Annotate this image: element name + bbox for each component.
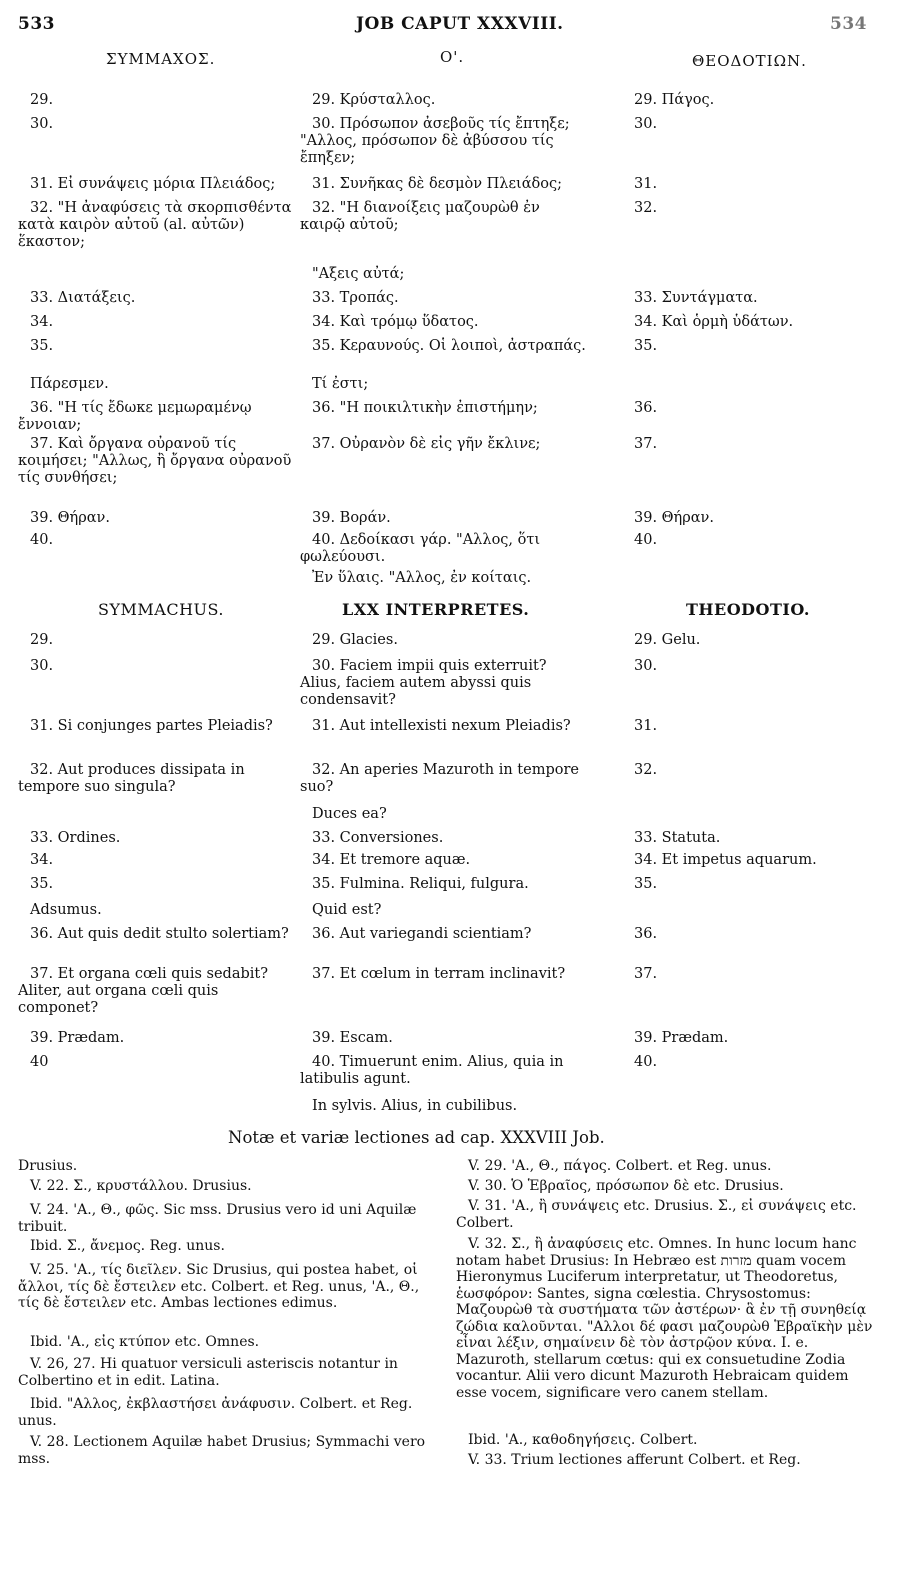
note-right-5: Ibid. 'Α., καθοδηγήσεις. Colbert. <box>468 1432 698 1448</box>
note-left-2: V. 22. Σ., κρυστάλλου. Drusius. <box>30 1178 252 1194</box>
greek-row-3-c1: 31. Εἰ συνάψεις μόρια Πλειάδος; <box>30 176 276 192</box>
latin-row-8-c1: 35. <box>30 876 54 892</box>
greek-row-4-c1: 32. "Η ἀναφύσεις τὰ σκορπισθέντα κατὰ καιρὸν αὐτοῦ (al. αὐτῶν) ἕκαστον; <box>18 200 292 250</box>
greek-row-9-c2: Τί ἐστι; <box>312 376 369 392</box>
page-title: JOB CAPUT XXXVIII. <box>356 14 564 34</box>
greek-row-11-c3: 37. <box>634 436 658 452</box>
latin-row-7-c3: 34. Et impetus aquarum. <box>634 852 817 868</box>
latin-row-11-c2: 37. Et cœlum in terram inclinavit? <box>312 966 566 982</box>
greek-row-6-c2: 33. Τροπάς. <box>312 290 399 306</box>
greek-row-13-c2: 40. Δεδοίκασι γάρ. "Αλλος, ὅτι φωλεύουσι. <box>300 532 541 565</box>
latin-row-13-c3: 40. <box>634 1054 658 1070</box>
page-number-left: 533 <box>18 14 55 34</box>
latin-row-7-c2: 34. Et tremore aquæ. <box>312 852 471 868</box>
note-right-1: V. 29. 'Α., Θ., πάγος. Colbert. et Reg. unus. <box>468 1158 772 1174</box>
greek-row-3-c2: 31. Συνῆκας δὲ δεσμὸν Πλειάδος; <box>312 176 562 192</box>
page-number-right: 534 <box>830 14 867 34</box>
latin-row-4-c1: 32. Aut produces dissipata in tempore suo singula? <box>18 762 245 795</box>
latin-row-10-c3: 36. <box>634 926 658 942</box>
latin-row-12-c2: 39. Escam. <box>312 1030 393 1046</box>
col-header-symmachus-latin: SYMMACHUS. <box>98 600 224 619</box>
latin-row-11-c1: 37. Et organa cœli quis sedabit? Aliter, aut organa cœli quis componet? <box>18 966 268 1016</box>
latin-row-8-c3: 35. <box>634 876 658 892</box>
note-right-2: V. 30. Ὁ Ἑβραῖος, πρόσωπον δὲ etc. Drusius. <box>468 1178 784 1194</box>
latin-row-6-c1: 33. Ordines. <box>30 830 121 846</box>
note-right-3: V. 31. 'Α., ἢ συνάψεις etc. Drusius. Σ., εἰ συνάψεις etc. Colbert. <box>456 1198 857 1231</box>
note-left-9: V. 28. Lectionem Aquilæ habet Drusius; Symmachi vero mss. <box>18 1434 426 1467</box>
latin-row-5-c2: Duces ea? <box>312 806 387 822</box>
latin-row-13-c2: 40. Timuerunt enim. Alius, quia in latibulis agunt. <box>300 1054 564 1087</box>
latin-row-3-c3: 31. <box>634 718 658 734</box>
greek-row-6-c1: 33. Διατάξεις. <box>30 290 136 306</box>
greek-row-7-c2: 34. Καὶ τρόμῳ ὕδατος. <box>312 314 479 330</box>
greek-row-10-c2: 36. "Η ποικιλτικὴν ἐπιστήμην; <box>312 400 538 416</box>
col-header-lxx-greek: Ο'. <box>440 48 465 66</box>
latin-row-4-c2: 32. An aperies Mazuroth in tempore suo? <box>300 762 579 795</box>
greek-row-7-c1: 34. <box>30 314 54 330</box>
note-left-6: Ibid. 'Α., εἰς κτύπον etc. Omnes. <box>30 1334 260 1350</box>
greek-row-12-c2: 39. Βοράν. <box>312 510 391 526</box>
latin-row-12-c3: 39. Prædam. <box>634 1030 729 1046</box>
latin-row-9-c1: Adsumus. <box>30 902 102 918</box>
latin-row-10-c2: 36. Aut variegandi scientiam? <box>312 926 532 942</box>
latin-row-11-c3: 37. <box>634 966 658 982</box>
greek-row-1-c1: 29. <box>30 92 54 108</box>
greek-row-10-c3: 36. <box>634 400 658 416</box>
greek-row-14-c2: Ἐν ὕλαις. "Αλλος, ἐν κοίταις. <box>312 570 532 586</box>
latin-row-14-c2: In sylvis. Alius, in cubilibus. <box>312 1098 518 1114</box>
greek-row-5-c2: "Αξεις αὐτά; <box>312 266 405 282</box>
latin-row-8-c2: 35. Fulmina. Reliqui, fulgura. <box>312 876 529 892</box>
latin-row-1-c3: 29. Gelu. <box>634 632 701 648</box>
col-header-theodotion-greek: ΘΕΟΔΟΤΙΩΝ. <box>692 52 807 70</box>
notes-title: Notæ et variæ lectiones ad cap. XXXVIII Job. <box>228 1128 605 1147</box>
greek-row-9-c1: Πάρεσμεν. <box>30 376 109 392</box>
greek-row-8-c2: 35. Κεραυνούς. Οἱ λοιποὶ, ἀστραπάς. <box>312 338 586 354</box>
greek-row-2-c2: 30. Πρόσωπον ἀσεβοῦς τίς ἔπτηξε; "Αλλος, πρόσωπον δὲ ἀβύσσου τίς ἔπηξεν; <box>300 116 570 166</box>
latin-row-3-c2: 31. Aut intellexisti nexum Pleiadis? <box>312 718 571 734</box>
greek-row-12-c1: 39. Θήραν. <box>30 510 110 526</box>
greek-row-6-c3: 33. Συντάγματα. <box>634 290 758 306</box>
latin-row-12-c1: 39. Prædam. <box>30 1030 125 1046</box>
greek-row-11-c2: 37. Οὐρανὸν δὲ εἰς γῆν ἔκλινε; <box>312 436 541 452</box>
latin-row-1-c1: 29. <box>30 632 54 648</box>
latin-row-2-c2: 30. Faciem impii quis exterruit? Alius, faciem autem abyssi quis condensavit? <box>300 658 547 708</box>
greek-row-4-c2: 32. "Η διανοίξεις μαζουρὼθ ἐν καιρῷ αὐτοῦ; <box>300 200 540 233</box>
greek-row-12-c3: 39. Θήραν. <box>634 510 714 526</box>
greek-row-13-c3: 40. <box>634 532 658 548</box>
latin-row-6-c2: 33. Conversiones. <box>312 830 444 846</box>
col-header-lxx-latin: LXX INTERPRETES. <box>342 600 530 619</box>
latin-row-2-c1: 30. <box>30 658 54 674</box>
latin-row-7-c1: 34. <box>30 852 54 868</box>
greek-row-8-c3: 35. <box>634 338 658 354</box>
greek-row-4-c3: 32. <box>634 200 658 216</box>
greek-row-10-c1: 36. "Η τίς ἔδωκε μεμωραμένῳ ἔννοιαν; <box>18 400 252 433</box>
greek-row-1-c2: 29. Κρύσταλλος. <box>312 92 436 108</box>
note-left-8: Ibid. "Αλλος, ἐκβλαστήσει ἀνάφυσιν. Colbert. et Reg. unus. <box>18 1396 413 1429</box>
latin-row-10-c1: 36. Aut quis dedit stulto solertiam? <box>30 926 289 942</box>
greek-row-3-c3: 31. <box>634 176 658 192</box>
note-left-4: Ibid. Σ., ἄνεμος. Reg. unus. <box>30 1238 225 1254</box>
note-left-5: V. 25. 'Α., τίς διεῖλεν. Sic Drusius, qui postea habet, οἱ ἄλλοι, τίς δὲ ἔστειλεν etc. Colbert. et Reg. unus, 'Α., Θ., τίς δὲ ἔστειλεν etc. Ambas lectiones edimus. <box>18 1262 420 1311</box>
note-left-1: Drusius. <box>18 1158 78 1174</box>
latin-row-9-c2: Quid est? <box>312 902 382 918</box>
latin-row-1-c2: 29. Glacies. <box>312 632 398 648</box>
greek-row-8-c1: 35. <box>30 338 54 354</box>
greek-row-2-c1: 30. <box>30 116 54 132</box>
latin-row-2-c3: 30. <box>634 658 658 674</box>
greek-row-7-c3: 34. Καὶ ὁρμὴ ὑδάτων. <box>634 314 794 330</box>
note-left-3: V. 24. 'Α., Θ., φῶς. Sic mss. Drusius vero id uni Aquilæ tribuit. <box>18 1202 417 1235</box>
greek-row-13-c1: 40. <box>30 532 54 548</box>
latin-row-13-c1: 40 <box>30 1054 49 1070</box>
col-header-symmachus-greek: ΣΥΜΜΑΧΟΣ. <box>106 50 216 68</box>
note-right-6: V. 33. Trium lectiones afferunt Colbert. et Reg. <box>468 1452 801 1468</box>
greek-row-11-c1: 37. Καὶ ὄργανα οὐρανοῦ τίς κοιμήσει; "Αλλως, ἢ ὄργανα οὐρανοῦ τίς συνθήσει; <box>18 436 292 486</box>
greek-row-2-c3: 30. <box>634 116 658 132</box>
latin-row-3-c1: 31. Si conjunges partes Pleiadis? <box>30 718 273 734</box>
col-header-theodotion-latin: THEODOTIO. <box>686 600 810 619</box>
latin-row-4-c3: 32. <box>634 762 658 778</box>
note-right-4: V. 32. Σ., ἢ ἀναφύσεις etc. Omnes. In hunc locum hanc notam habet Drusius: In Hebræo est מזרות quam vocem Hieronymus Luciferum interpretatur, ut Theodoretus, ἑωσφόρον: Santes, signa cœlestia. Chrysostomus: Μαζουρὼθ τὰ συστήματα τῶν ἀστέρων· ἃ ἐν τῇ συνηθείᾳ ζώδια καλοῦνται. "Αλλοι δέ φασι μαζουρὼθ Ἑβραϊκὴν μὲν εἶναι λέξιν, σημαίνειν δὲ τὸν ἀστρῷον κύνα. I. e. Mazuroth, stellarum cœtus: qui ex consuetudine Zodia vocantur. Alii vero dicunt Mazuroth Hebraicam quidem esse vocem, significare vero canem stellam. <box>456 1236 873 1401</box>
greek-row-1-c3: 29. Πάγος. <box>634 92 715 108</box>
note-left-7: V. 26, 27. Hi quatuor versiculi asteriscis notantur in Colbertino et in edit. Latina. <box>18 1356 398 1389</box>
latin-row-6-c3: 33. Statuta. <box>634 830 721 846</box>
